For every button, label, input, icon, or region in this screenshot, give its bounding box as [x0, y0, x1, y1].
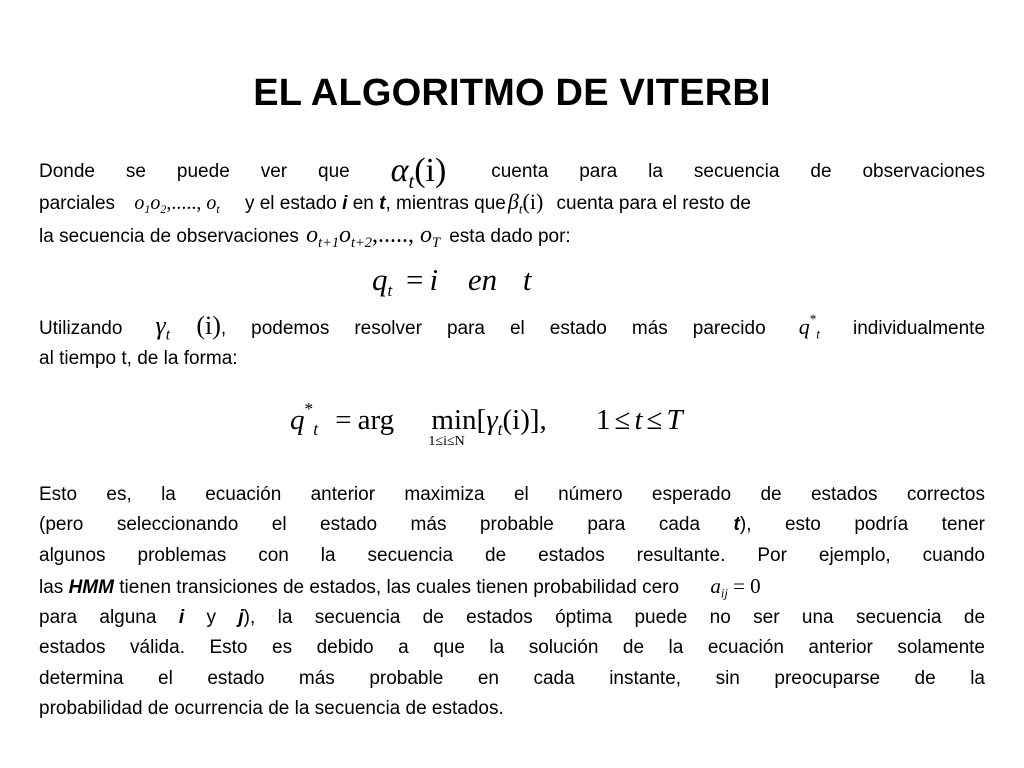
equation-argmin: $q^*_t$ = arg min 1≤i≤N $[\gamma_t(i)]$, 1 ≤ t ≤ T — [290, 399, 683, 449]
text: individualmente — [853, 318, 986, 339]
line — [39, 311, 985, 344]
text: , podemos resolver para el estado más parecido — [220, 318, 766, 339]
line: (pero seleccionando el estado más probable para cada t), esto podría tener — [39, 514, 985, 536]
q-star-formula: $q^*_t$ — [798, 311, 820, 342]
alpha-formula: $\alpha_t(i)$ — [390, 152, 447, 194]
line: probabilidad de ocurrencia de la secuencia de estados. — [39, 698, 504, 720]
line — [39, 187, 985, 219]
beta-formula: $\beta_t(i)$ — [507, 189, 544, 217]
line: algunos problemas con la secuencia de estados resultante. Por ejemplo, cuando — [39, 544, 985, 566]
paragraph-forward-backward — [39, 152, 985, 252]
partial-obs-formula: $o_1o_2$,....., $o_t$ — [134, 192, 220, 217]
text: cuenta para la secuencia de observaciones — [491, 161, 985, 182]
text: en — [352, 193, 374, 215]
text: Utilizando — [39, 318, 123, 339]
text: la secuencia de observaciones — [39, 225, 299, 247]
gamma-formula: $\gamma_t$ (i) — [155, 311, 221, 344]
text: cuenta para el resto de — [556, 193, 751, 215]
line: al tiempo t, de la forma: — [39, 348, 238, 370]
text: parciales — [39, 193, 116, 215]
line: Esto es, la ecuación anterior maximiza el número esperado de estados correctos — [39, 484, 985, 505]
equation-state: $q_t = i$ en t — [372, 262, 532, 300]
line: las HMM tienen transiciones de estados, las cuales tienen probabilidad cero $a_{ij} = 0$ — [39, 573, 761, 601]
text: , mientras que — [385, 193, 506, 215]
line — [39, 152, 985, 194]
slide-title: EL ALGORITMO DE VITERBI — [253, 72, 771, 114]
line — [39, 220, 985, 252]
var-t: t — [379, 193, 386, 215]
line: para alguna i y j), la secuencia de estados óptima puede no ser una secuencia de — [39, 607, 986, 629]
line: determina el estado más probable en cada instante, sin preocuparse de la — [39, 667, 985, 689]
hmm-term: HMM — [68, 576, 114, 598]
remaining-obs-formula: $o_{t+1}o_{t+2}$,....., $o_T$ — [306, 221, 440, 251]
text: Donde se puede ver que — [39, 161, 350, 182]
var-i: i — [342, 193, 348, 215]
paragraph-esto-es — [39, 480, 985, 724]
line: estados válida. Esto es debido a que la solución de la ecuación anterior solamente — [39, 637, 985, 659]
a-ij-formula: $a_{ij} = 0$ — [710, 573, 761, 601]
text: y el estado — [244, 193, 337, 215]
paragraph-gamma — [39, 311, 985, 375]
text: esta dado por: — [449, 225, 571, 247]
